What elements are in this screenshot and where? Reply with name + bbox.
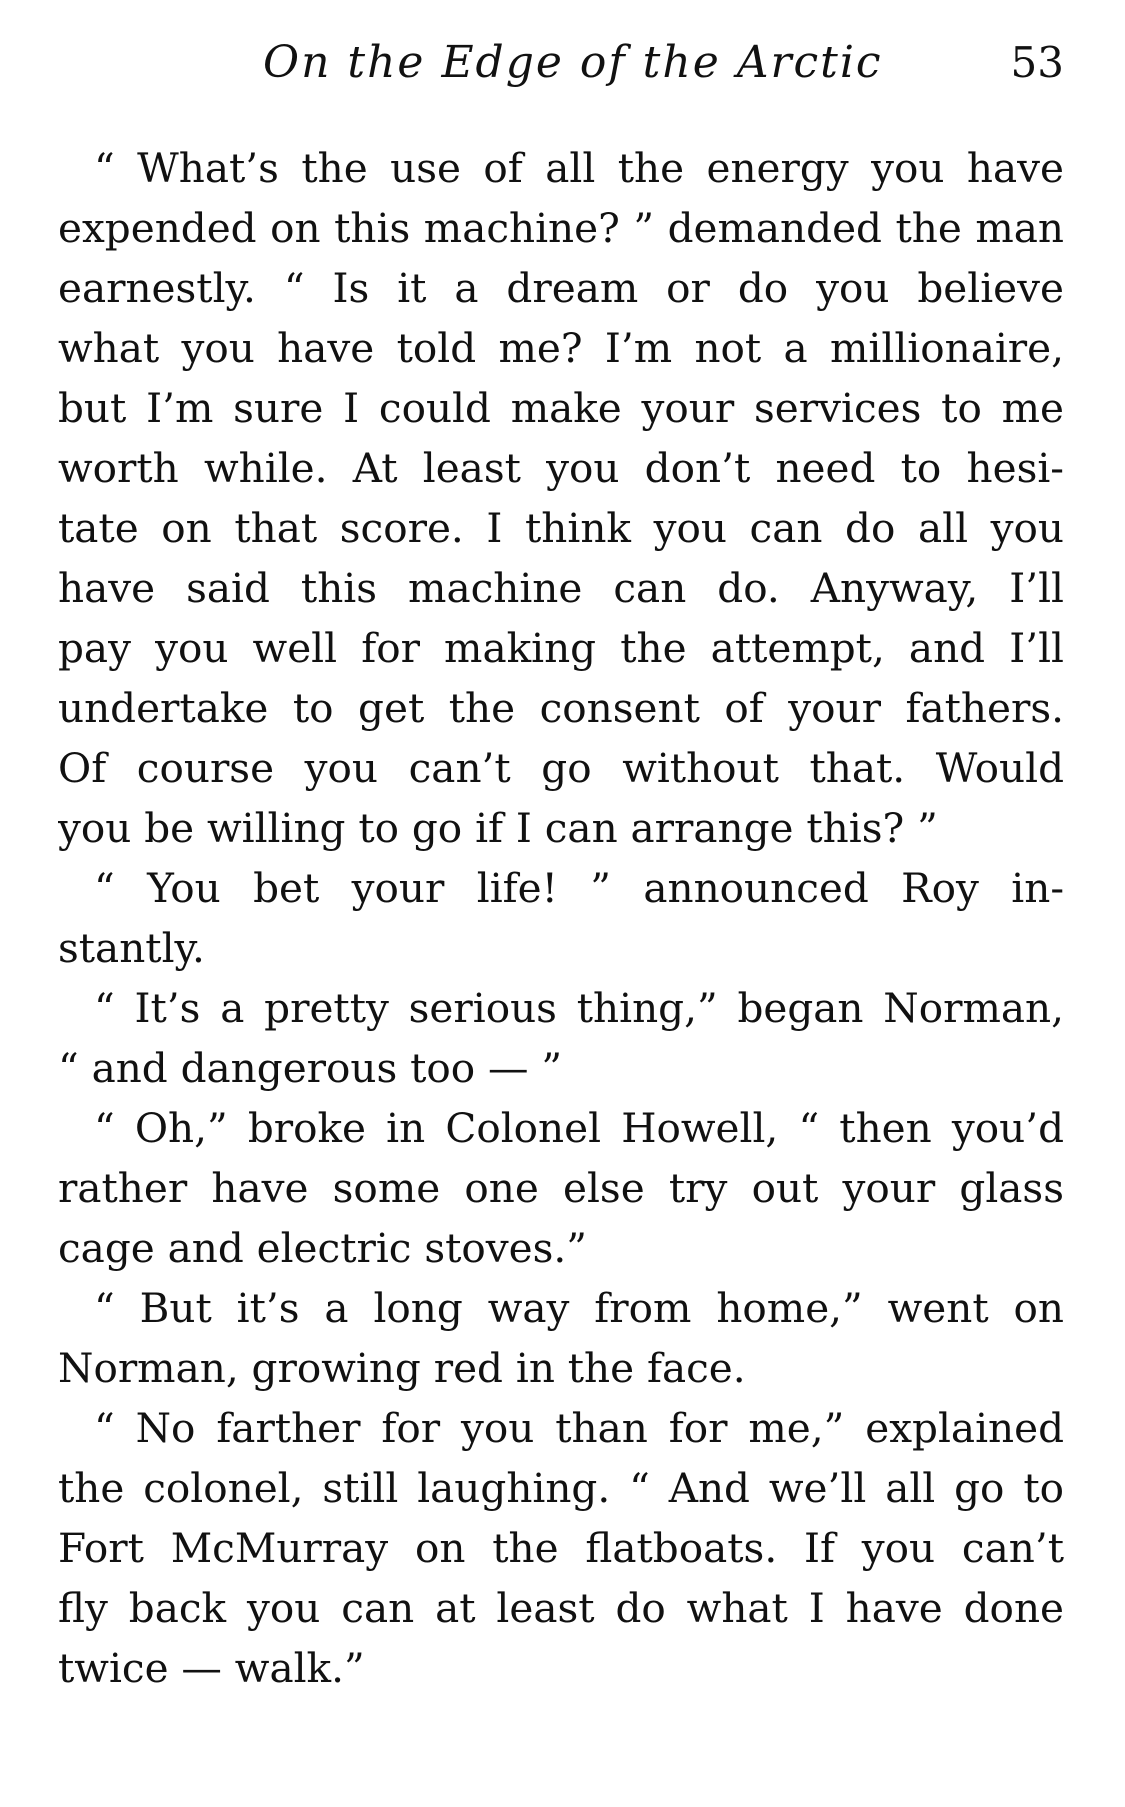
text-line: have said this machine can do. Anyway, I’ll [58,564,1064,612]
text-line: you be willing to go if I can arrange this? ” [58,804,938,852]
text-line: earnestly. “ Is it a dream or do you believe [58,264,1064,312]
text-line: “ and dangerous too — ” [58,1044,563,1092]
text-line: worth while. At least you don’t need to hesi- [58,444,1064,492]
text-line: tate on that score. I think you can do all you [58,504,1064,552]
text-line: expended on this machine? ” demanded the man [58,204,1064,252]
body-text [58,138,1064,1698]
text-line: “ You bet your life! ” announced Roy in- [94,864,1064,912]
running-head [58,28,1064,98]
text-line: “ But it’s a long way from home,” went on [94,1284,1064,1332]
text-line: fly back you can at least do what I have done [58,1584,1064,1632]
page-number: 53 [1010,38,1064,87]
text-line: twice — walk.” [58,1644,365,1692]
text-line: “ No farther for you than for me,” explained [94,1404,1064,1452]
text-line: “ What’s the use of all the energy you have [94,144,1064,192]
text-line: but I’m sure I could make your services to me [58,384,1064,432]
text-line: Norman, growing red in the face. [58,1344,746,1392]
text-line: what you have told me? I’m not a millionaire, [58,324,1064,372]
text-line: cage and electric stoves.” [58,1224,587,1272]
text-line: pay you well for making the attempt, and I’ll [58,624,1064,672]
running-title: On the Edge of the Arctic [263,37,883,88]
text-line: the colonel, still laughing. “ And we’ll all go to [58,1464,1064,1512]
text-line: stantly. [58,924,205,972]
text-line: rather have some one else try out your glass [58,1164,1064,1212]
text-line: “ It’s a pretty serious thing,” began Norman, [94,984,1064,1032]
text-line: undertake to get the consent of your fathers. [58,684,1064,732]
text-line: Of course you can’t go without that. Would [58,744,1064,792]
text-line: Fort McMurray on the flatboats. If you can’t [58,1524,1064,1572]
text-line: “ Oh,” broke in Colonel Howell, “ then you’d [94,1104,1064,1152]
